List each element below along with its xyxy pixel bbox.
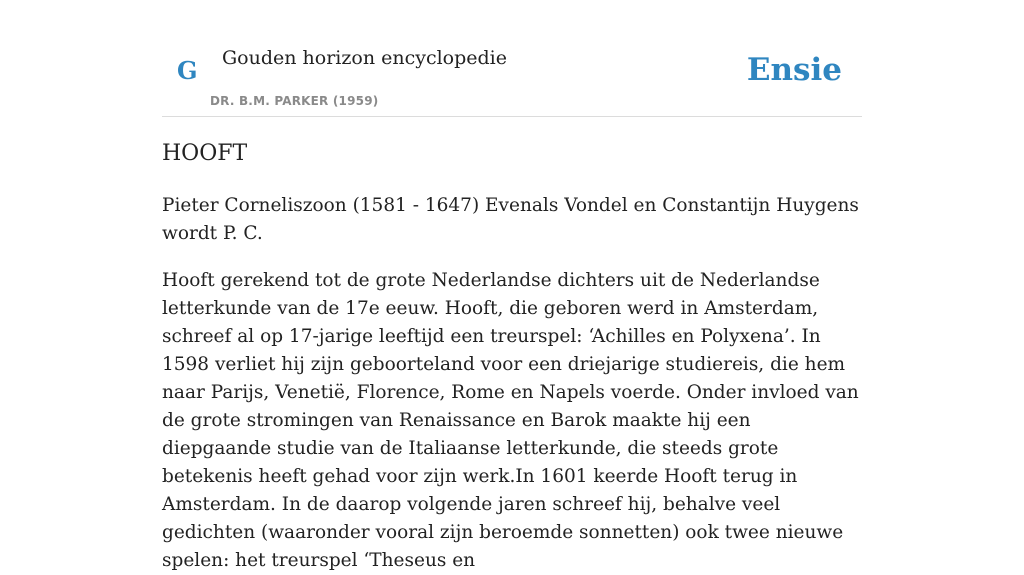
article-title: HOOFT [162,141,248,166]
book-title[interactable]: Gouden horizon encyclopedie [222,47,507,69]
book-logo[interactable]: G [177,56,198,85]
article-paragraph: Pieter Corneliszoon (1581 - 1647) Evenals Vondel en Constantijn Huygens wordt P. C. [162,195,859,244]
book-author: DR. B.M. PARKER (1959) [210,94,379,108]
article-paragraph: Hooft gerekend tot de grote Nederlandse dichters uit de Nederlandse letterkunde van de 17e eeuw. Hooft, die geboren werd in Amsterdam, schreef al op 17-jarige leeftijd een treurspel: ‘Achilles en Polyxena’. In 1598 verliet hij zijn geboorteland voor een driejarige studiereis, die hem naar Parijs, Venetië, Florence, Rome en Napels voerde. Onder invloed van de grote stromingen van Renaissance en Barok maakte hij een diepgaande studie van de Italiaanse letterkunde, die steeds grote betekenis heeft gehad voor zijn werk.In 1601 keerde Hooft terug in Amsterdam. In de daarop volgende jaren schreef hij, behalve veel gedichten (waaronder vooral zijn beroemde sonnetten) ook twee nieuwe spelen: het treurspel ‘Theseus en [162,270,859,571]
brand-logo[interactable]: Ensie [746,52,842,88]
site-header [162,0,862,117]
article [162,138,862,575]
